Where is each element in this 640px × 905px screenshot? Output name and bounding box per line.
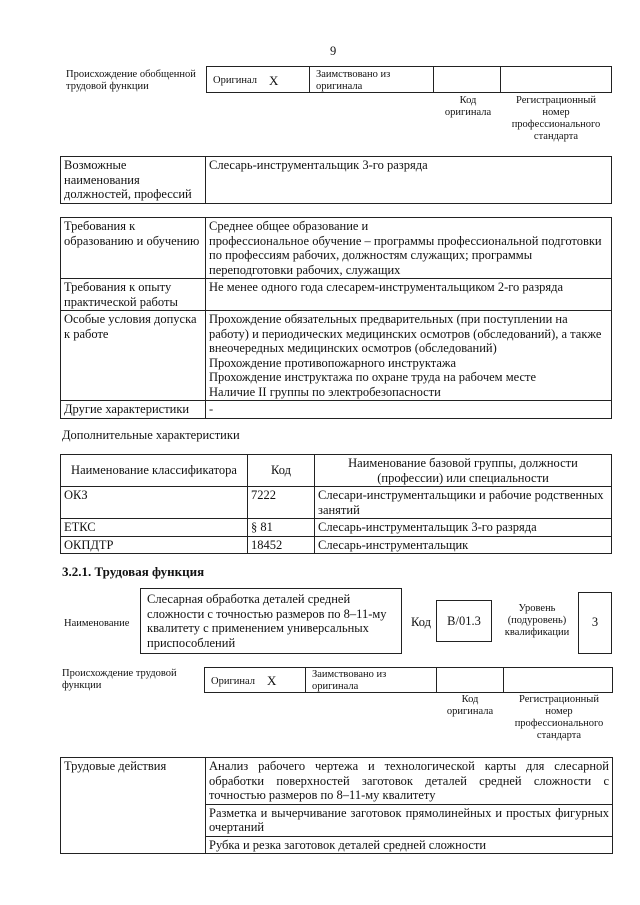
req-special-value <box>206 311 612 401</box>
borrowed-label: Заимствовано из оригинала <box>316 69 391 92</box>
original-label-2: Оригинал <box>211 676 255 687</box>
borrowed-cell <box>309 66 434 93</box>
origin-label-2: Происхождение трудовой функции <box>62 668 177 691</box>
possible-names-label: Возможные наименования должностей, профессий <box>61 157 206 204</box>
possible-names-table <box>60 156 612 204</box>
req-special-label: Особые условия допуска к работе <box>61 311 206 401</box>
level-value: 3 <box>591 615 599 629</box>
req-education-label: Требования к образованию и обучению <box>61 218 206 279</box>
labor-actions-table <box>60 757 613 854</box>
function-name-label: Наименование <box>64 618 130 629</box>
req-experience-label: Требования к опыту практической работы <box>61 279 206 311</box>
origin-label: Происхождение обобщенной трудовой функции <box>66 69 196 92</box>
table-row <box>61 536 612 554</box>
labor-action-item: Анализ рабочего чертежа и технологической карты для слесарной обработки поверхностей заготовок деталей средней сложности с точностью размеров по 8–11-му квалитету <box>206 758 613 805</box>
classifier-header-group: Наименование базовой группы, должности (профессии) или специальности <box>315 455 612 487</box>
classifier-cell: ЕТКС <box>61 519 248 537</box>
req-special-line: Прохождение противопожарного инструктажа <box>209 355 457 370</box>
function-code-value: B/01.3 <box>447 614 481 628</box>
original-code-cell-2 <box>436 667 504 693</box>
possible-names-value: Слесарь-инструментальщик 3-го разряда <box>206 157 612 204</box>
classifier-cell: § 81 <box>248 519 315 537</box>
table-row <box>61 487 612 519</box>
code-caption: Код оригинала <box>444 95 492 118</box>
req-education-line: Среднее общее образование и <box>209 219 369 233</box>
classifier-cell: 7222 <box>248 487 315 519</box>
classifier-cell: ОКПДТР <box>61 536 248 554</box>
reg-caption-2: Регистрационный номер профессионального стандарта <box>514 694 604 741</box>
reg-caption: Регистрационный номер профессионального стандарта <box>511 95 601 142</box>
classifier-table <box>60 454 612 554</box>
function-code-cell <box>436 600 492 642</box>
code-caption-2: Код оригинала <box>446 694 494 717</box>
function-name-cell <box>140 588 402 654</box>
original-mark-2: X <box>267 673 277 688</box>
req-special-line: Прохождение обязательных предварительных (при поступлении на работу) и периодических медицинских осмотров (обследований), а также внеочередных медицинских осмотров (обследований) <box>209 312 602 355</box>
req-education-line: профессиональное обучение – программы профессиональной подготовки по профессиям рабочих, должностям служащих; программы переподготовки рабочих, служащих <box>209 233 602 277</box>
table-row <box>61 519 612 537</box>
req-special-line: Прохождение инструктажа по охране труда на рабочем месте <box>209 370 537 384</box>
classifier-cell: Слесарь-инструментальщик 3-го разряда <box>315 519 612 537</box>
page-number: 9 <box>330 44 337 58</box>
classifier-cell: 18452 <box>248 536 315 554</box>
function-code-label: Код <box>411 615 431 629</box>
original-mark: X <box>269 73 279 88</box>
function-name-value: Слесарная обработка деталей средней сложности с точностью размеров по 8–11-му квалитету с применением универсальных приспособлений <box>147 592 387 650</box>
classifier-header-code: Код <box>248 455 315 487</box>
classifier-cell: Слесари-инструментальщики и рабочие родственных занятий <box>315 487 612 519</box>
level-cell <box>578 592 612 654</box>
labor-actions-label: Трудовые действия <box>61 758 206 854</box>
classifier-cell: ОКЗ <box>61 487 248 519</box>
borrowed-label-2: Заимствовано из оригинала <box>312 669 387 692</box>
borrowed-cell-2 <box>305 667 437 693</box>
req-special-line: Наличие II группы по электробезопасности <box>209 384 441 399</box>
req-other-value: - <box>206 401 612 419</box>
classifier-cell: Слесарь-инструментальщик <box>315 536 612 554</box>
classifier-header-name: Наименование классификатора <box>61 455 248 487</box>
labor-action-item: Рубка и резка заготовок деталей средней сложности <box>206 836 613 854</box>
original-code-cell <box>433 66 501 93</box>
labor-action-item: Разметка и вычерчивание заготовок прямолинейных и простых фигурных очертаний <box>206 804 613 836</box>
level-label: Уровень (подуровень) квалификации <box>504 603 570 638</box>
origin-original-cell <box>206 66 310 93</box>
req-experience-value: Не менее одного года слесарем-инструментальщиком 2-го разряда <box>206 279 612 311</box>
req-education-value <box>206 218 612 279</box>
reg-number-cell-2 <box>503 667 613 693</box>
reg-number-cell <box>500 66 612 93</box>
requirements-table <box>60 217 612 419</box>
original-label: Оригинал <box>213 75 257 86</box>
origin-original-cell-2 <box>204 667 306 693</box>
additional-title: Дополнительные характеристики <box>62 428 240 442</box>
req-other-label: Другие характеристики <box>61 401 206 419</box>
section-heading: 3.2.1. Трудовая функция <box>62 564 205 579</box>
